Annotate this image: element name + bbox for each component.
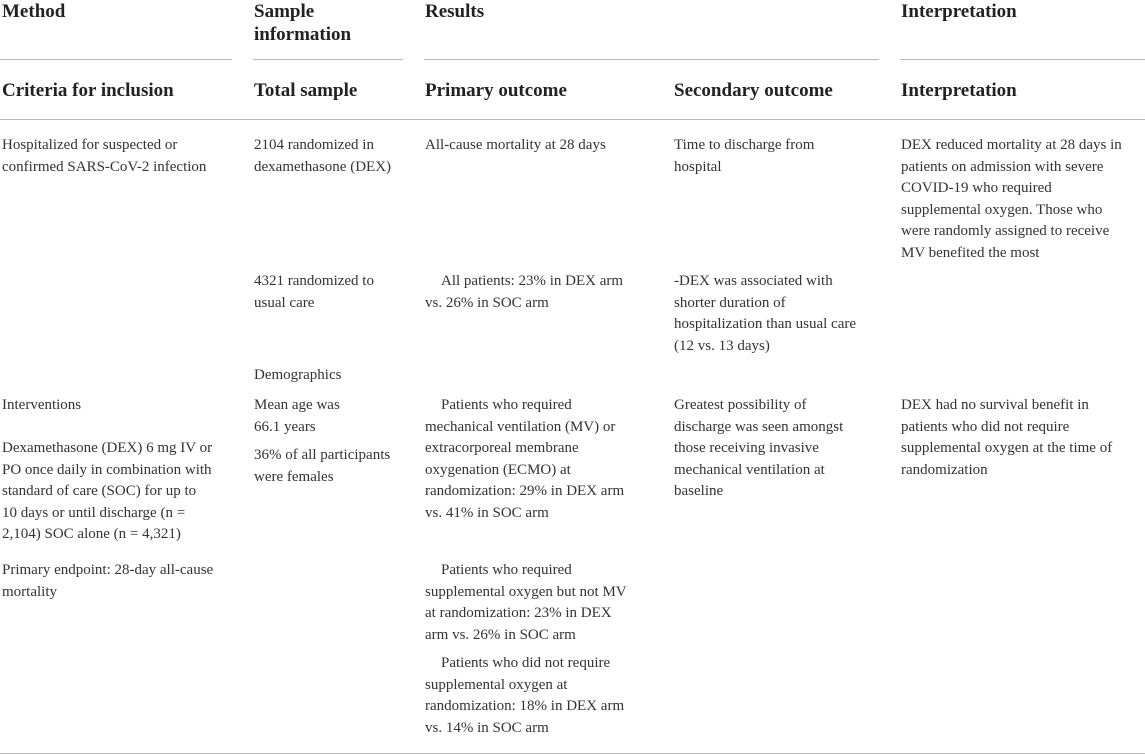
header-sample-information: Sample information [254, 1, 352, 45]
usual-care-text: 4321 randomized to usual care [254, 273, 374, 311]
criteria-text: Hospitalized for suspected or confirmed SARS-CoV-2 infection [2, 137, 207, 175]
discharge-time-text: Time to discharge from hospital [674, 137, 815, 175]
header-rule [900, 59, 1145, 60]
subheader-primary-outcome: Primary outcome [425, 80, 567, 101]
subheader-rule [0, 119, 1145, 120]
subheader-criteria: Criteria for inclusion [2, 80, 174, 101]
table-bottom-rule [0, 753, 1145, 754]
header-rule [424, 59, 879, 60]
shorter-stay-text: -DEX was associated with shorter duration of hospitalization than usual care (12 vs. 13 days) [674, 273, 857, 354]
mv-ecmo-text: Patients who required mechanical ventilation (MV) or extracorporeal membrane oxygenation (ECMO) at randomization: 29% in DEX arm vs. 41% in SOC arm [425, 397, 625, 521]
no-oxygen-text: Patients who did not require supplemental oxygen at randomization: 18% in DEX arm vs. 14% in SOC arm [425, 655, 625, 736]
header-interpretation: Interpretation [901, 1, 1017, 22]
header-results: Results [425, 1, 485, 22]
header-rule [253, 59, 403, 60]
no-benefit-text: DEX had no survival benefit in patients who did not require supplemental oxygen at the time of randomization [901, 397, 1113, 478]
all-cause-mortality-text: All-cause mortality at 28 days [425, 137, 606, 153]
header-method: Method [2, 1, 66, 22]
reduced-mortality-text: DEX reduced mortality at 28 days in patients on admission with severe COVID-19 who required supplemental oxygen. Those who were randomly assigned to receive MV benefited the most [901, 137, 1122, 261]
mean-age-text: Mean age was 66.1 years [254, 397, 340, 435]
interventions-label: Interventions [2, 397, 82, 413]
subheader-interpretation: Interpretation [901, 80, 1017, 101]
subheader-secondary-outcome: Secondary outcome [674, 80, 833, 101]
demographics-label: Demographics [254, 367, 342, 383]
header-rule [0, 59, 232, 60]
greatest-possibility-text: Greatest possibility of discharge was seen amongst those receiving invasive mechanical ventilation at baseline [674, 397, 844, 499]
dex-randomized-text: 2104 randomized in dexamethasone (DEX) [254, 137, 392, 175]
primary-endpoint-text: Primary endpoint: 28-day all-cause mortality [2, 562, 214, 600]
interventions-text: Dexamethasone (DEX) 6 mg IV or PO once daily in combination with standard of care (SOC) for up to 10 days or until discharge (n = 2,104) SOC alone (n = 4,321) [2, 440, 213, 542]
all-patients-text: All patients: 23% in DEX arm vs. 26% in SOC arm [425, 273, 624, 311]
females-text: 36% of all participants were females [254, 447, 391, 485]
oxygen-no-mv-text: Patients who required supplemental oxygen but not MV at randomization: 23% in DEX arm vs. 26% in SOC arm [425, 562, 627, 643]
subheader-total-sample: Total sample [254, 80, 358, 101]
